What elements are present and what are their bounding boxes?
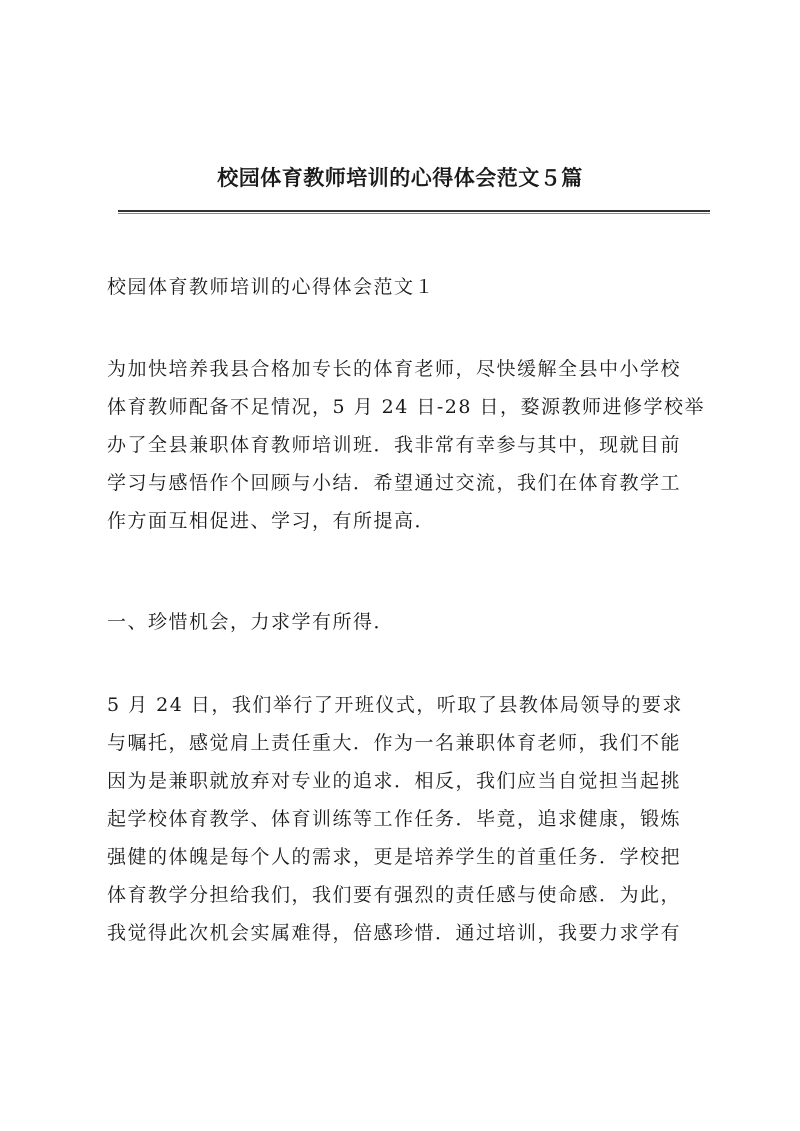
paragraph-line: 为加快培养我县合格加专长的体育老师，尽快缓解全县中小学校 [107, 358, 682, 380]
paragraph-line: 体育教学分担给我们，我们要有强烈的责任感与使命感．为此， [107, 884, 682, 906]
paragraph-line: 5 月 24 日，我们举行了开班仪式，听取了县教体局领导的要求 [107, 694, 683, 716]
section-heading-text: 校园体育教师培训的心得体会范文１ [107, 276, 436, 298]
subsection-heading [107, 603, 707, 641]
section-heading [107, 268, 707, 306]
paragraph-line: 办了全县兼职体育教师培训班．我非常有幸参与其中，现就目前 [107, 434, 682, 456]
paragraph-line: 体育教师配备不足情况，5 月 24 日-28 日，婺源教师进修学校举 [107, 396, 706, 418]
paragraph-line: 我觉得此次机会实属难得，倍感珍惜．通过培训，我要力求学有 [107, 922, 682, 944]
paragraph-line: 因为是兼职就放弃对专业的追求．相反，我们应当自觉担当起挑 [107, 770, 682, 792]
paragraph-line: 学习与感悟作个回顾与小结．希望通过交流，我们在体育教学工 [107, 472, 682, 494]
paragraph-line: 强健的体魄是每个人的需求，更是培养学生的首重任务．学校把 [107, 846, 682, 868]
intro-paragraph [107, 350, 707, 540]
paragraph-line: 起学校体育教学、体育训练等工作任务．毕竟，追求健康，锻炼 [107, 808, 682, 830]
paragraph-line: 作方面互相促进、学习，有所提高． [107, 510, 436, 532]
body-paragraph [107, 686, 707, 952]
subsection-heading-text: 一、珍惜机会，力求学有所得． [107, 611, 395, 633]
paragraph-line: 与嘱托，感觉肩上责任重大．作为一名兼职体育老师，我们不能 [107, 732, 682, 754]
title-divider [118, 210, 710, 214]
document-title: 校园体育教师培训的心得体会范文５篇 [217, 165, 583, 190]
